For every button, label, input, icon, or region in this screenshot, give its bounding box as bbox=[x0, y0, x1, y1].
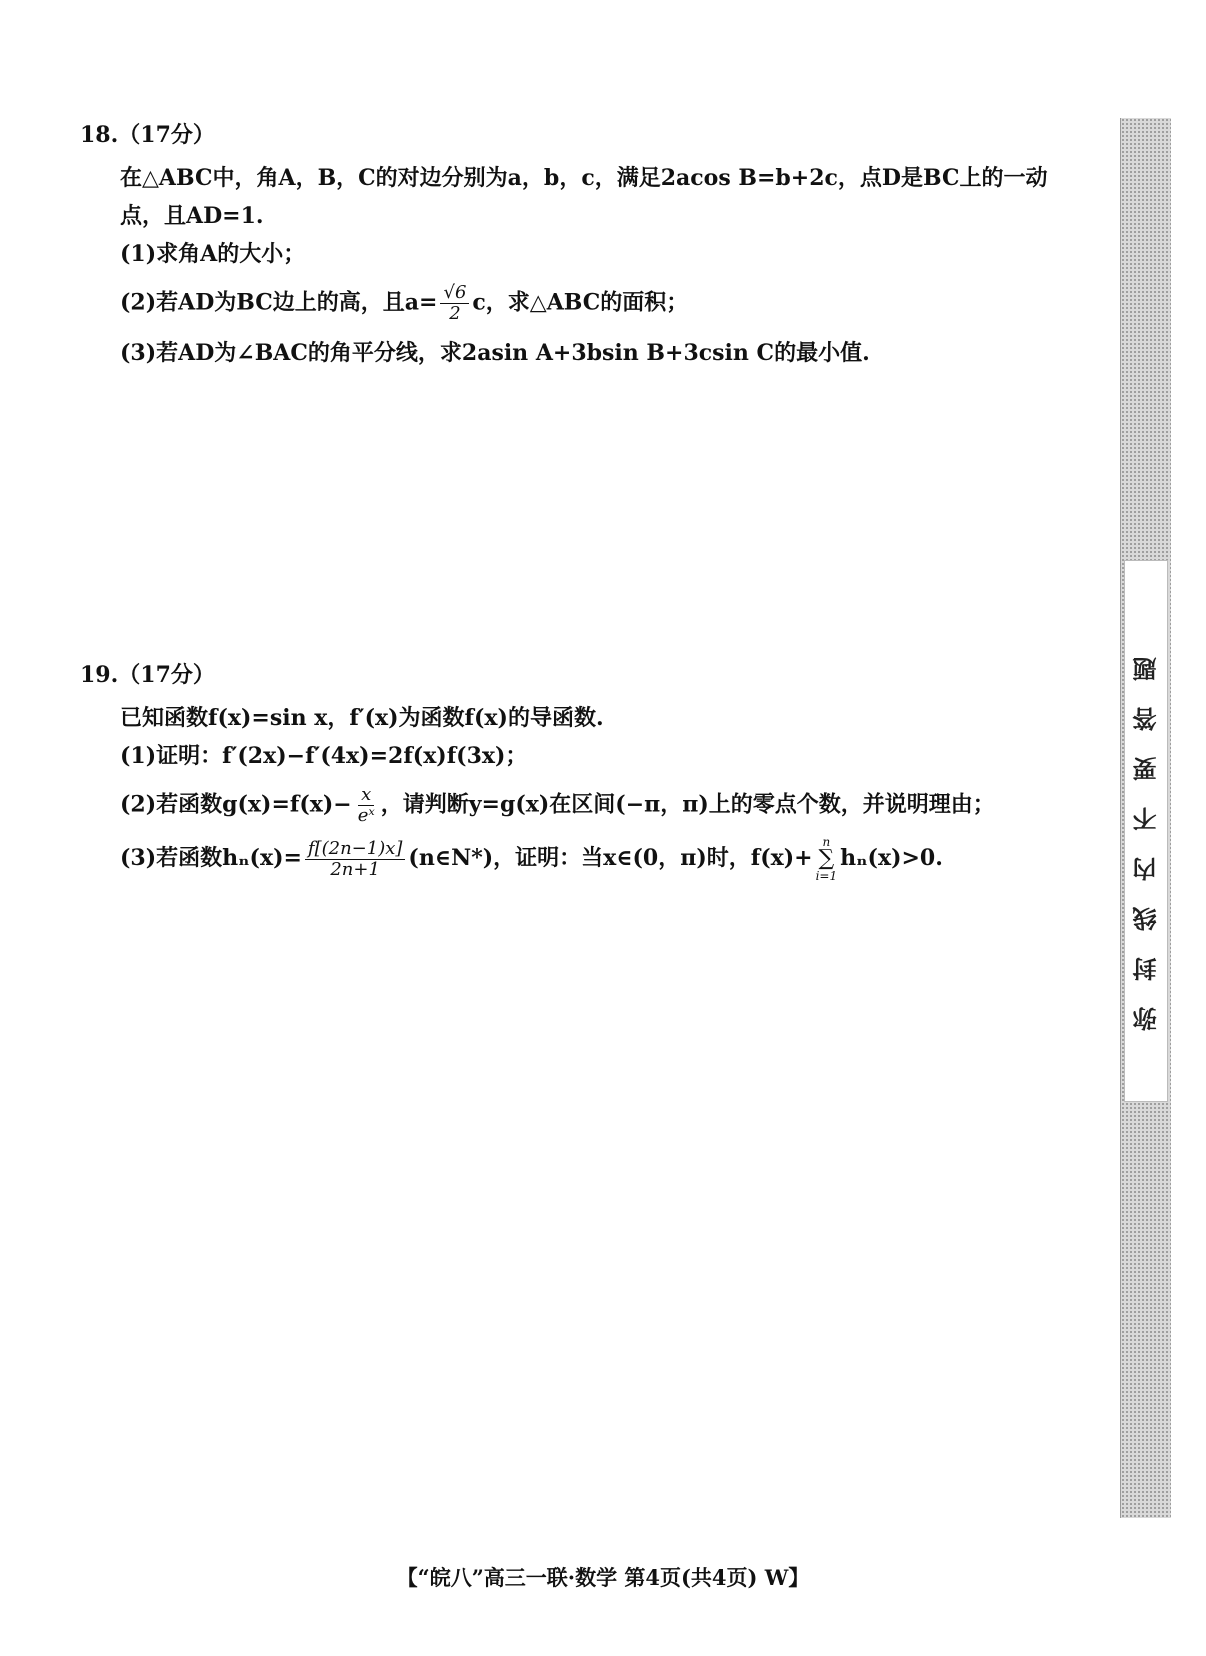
sub-question-text: hₙ(x)>0. bbox=[840, 845, 943, 871]
summation-lower: i=1 bbox=[815, 869, 838, 883]
question-stem: 在△ABC中，角A，B，C的对边分别为a，b，c，满足2acos B=b+2c，点D是BC上的一动点，且AD=1. bbox=[120, 165, 1048, 229]
summation bbox=[816, 836, 838, 882]
fraction-denominator: eˣ bbox=[357, 805, 375, 826]
fraction bbox=[355, 785, 378, 826]
sub-question-1: (1)求角A的大小； bbox=[120, 241, 306, 267]
sub-question-text: ，请判断y=g(x)在区间(−π，π)上的零点个数，并说明理由； bbox=[380, 791, 995, 818]
sub-question-text: (3)若函数hₙ(x)= bbox=[120, 845, 302, 871]
sub-question-text: (n∈N*)，证明：当x∈(0，π)时，f(x)+ bbox=[408, 845, 813, 871]
question-number: 18.（17分） bbox=[80, 122, 215, 148]
fraction-numerator: f[(2n−1)x] bbox=[305, 839, 405, 860]
question-18 bbox=[80, 118, 1080, 372]
sub-question-text: (2)若函数g(x)=f(x)− bbox=[120, 791, 352, 818]
fraction bbox=[440, 283, 469, 324]
question-19 bbox=[80, 658, 1080, 882]
summation-upper: n bbox=[822, 835, 831, 849]
sub-question-text: (2)若AD为BC边上的高，且a= bbox=[120, 289, 438, 316]
fraction-denominator: 2n+1 bbox=[330, 858, 380, 880]
page-footer: 【“皖八”高三一联·数学 第4页(共4页) W】 bbox=[396, 1565, 810, 1590]
sub-question-3 bbox=[120, 836, 1080, 882]
question-number: 19.（17分） bbox=[80, 662, 215, 688]
sub-question-2 bbox=[120, 283, 1080, 324]
fraction-numerator: x bbox=[358, 785, 374, 806]
binding-strip-text: 弥封线内不要答题 bbox=[1131, 631, 1161, 1031]
sub-question-2 bbox=[120, 785, 1080, 826]
sub-question-1: (1)证明：f′(2x)−f′(4x)=2f(x)f(3x)； bbox=[120, 743, 528, 769]
sub-question-3: (3)若AD为∠BAC的角平分线，求2asin A+3bsin B+3csin C的最小值. bbox=[120, 340, 870, 366]
summation-sigma: ∑ bbox=[818, 846, 835, 871]
sub-question-text: c，求△ABC的面积； bbox=[472, 289, 689, 316]
fraction-denominator: 2 bbox=[449, 303, 461, 324]
fraction-numerator: √6 bbox=[440, 283, 469, 304]
fraction bbox=[305, 839, 405, 880]
binding-strip-label bbox=[1124, 560, 1168, 1102]
question-stem: 已知函数f(x)=sin x，f′(x)为函数f(x)的导函数. bbox=[120, 705, 604, 731]
